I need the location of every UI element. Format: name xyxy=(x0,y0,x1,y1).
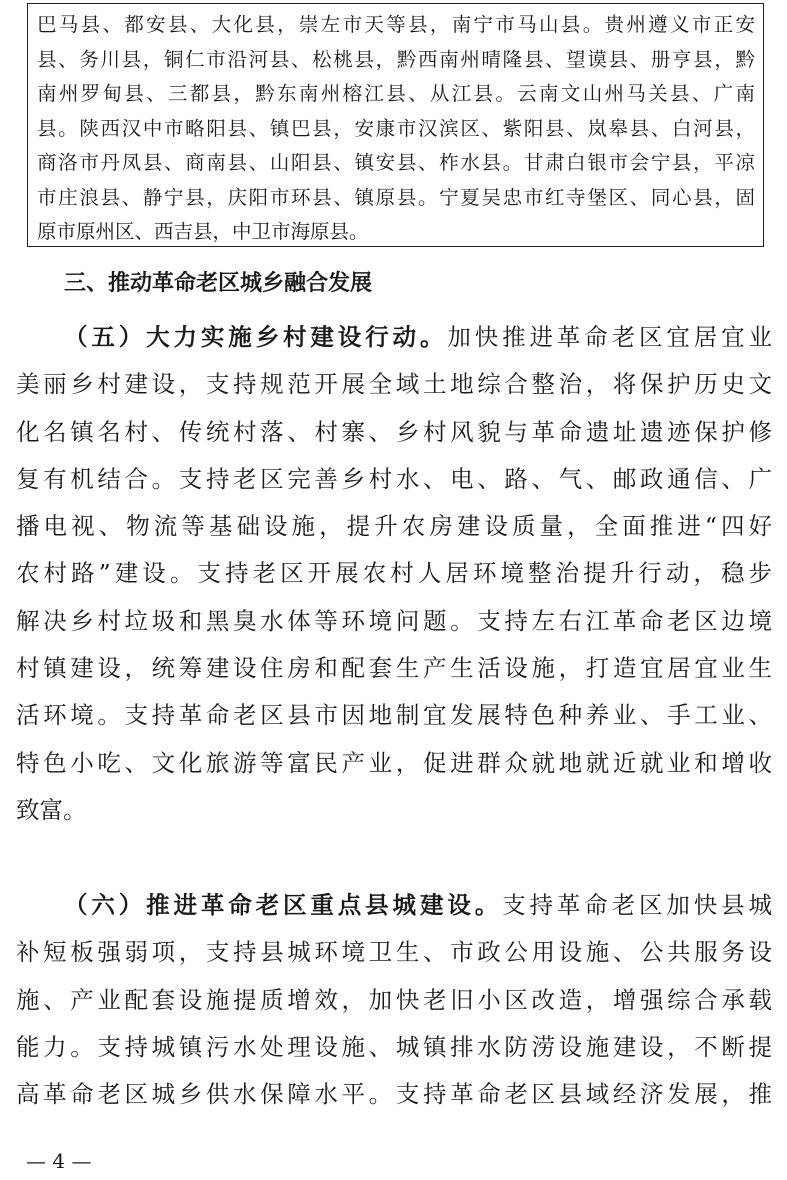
paragraph-text: 加快推进革命老区宜居宜业 xyxy=(447,323,773,351)
paragraph-line: 特色小吃、文化旅游等富民产业，促进群众就地就近就业和增收 xyxy=(16,748,772,777)
paragraph-line: 播电视、物流等基础设施，提升农房建设质量，全面推进“四好 xyxy=(16,512,772,541)
county-list-box xyxy=(27,3,764,247)
paragraph-first-line xyxy=(16,882,772,929)
paragraph-lead-title: （五）大力实施乡村建设行动。 xyxy=(64,323,448,351)
box-line: 南州罗甸县、三都县，黔东南州榕江县、从江县。云南文山州马关县、广南 xyxy=(37,82,755,105)
paragraph-line: 农村路”建设。支持老区开展农村人居环境整治提升行动，稳步 xyxy=(16,559,772,588)
section-heading: 三、推动革命老区城乡融合发展 xyxy=(64,271,373,296)
paragraph-county-construction xyxy=(16,882,772,1118)
box-line: 县、务川县，铜仁市沿河县、松桃县，黔西南州晴隆县、望谟县、册亨县，黔 xyxy=(37,47,755,71)
paragraph-line: 解决乡村垃圾和黑臭水体等环境问题。支持左右江革命老区边境 xyxy=(16,606,772,635)
paragraph-text: 支持革命老区加快县城 xyxy=(502,891,773,919)
paragraph-line: 施、产业配套设施提质增效，加快老旧小区改造，增强综合承载 xyxy=(16,985,772,1014)
paragraph-line: 化名镇名村、传统村落、村寨、乡村风貌与革命遗址遗迹保护修 xyxy=(16,417,772,446)
paragraph-line: 活环境。支持革命老区县市因地制宜发展特色种养业、手工业、 xyxy=(16,701,772,730)
box-line: 原市原州区、西吉县，中卫市海原县。 xyxy=(37,220,369,243)
paragraph-line: 能力。支持城镇污水处理设施、城镇排水防涝设施建设，不断提 xyxy=(16,1032,772,1061)
paragraph-first-line xyxy=(16,314,772,361)
paragraph-line: 高革命老区城乡供水保障水平。支持革命老区县域经济发展，推 xyxy=(16,1080,772,1109)
box-line: 巴马县、都安县、大化县，崇左市天等县，南宁市马山县。贵州遵义市正安 xyxy=(37,13,755,36)
box-line: 市庄浪县、静宁县，庆阳市环县、镇原县。宁夏吴忠市红寺堡区、同心县，固 xyxy=(37,185,755,209)
box-line: 商洛市丹凤县、商南县、山阳县、镇安县、柞水县。甘肃白银市会宁县，平凉 xyxy=(37,151,755,174)
paragraph-rural-construction xyxy=(16,314,772,834)
box-line: 县。陕西汉中市略阳县、镇巴县，安康市汉滨区、紫阳县、岚皋县、白河县， xyxy=(37,116,755,140)
paragraph-lead-title: （六）推进革命老区重点县城建设。 xyxy=(64,891,503,919)
paragraph-line: 补短板强弱项，支持县城环境卫生、市政公用设施、公共服务设 xyxy=(16,938,772,967)
paragraph-line: 致富。 xyxy=(16,795,87,824)
page-number: — 4 — xyxy=(26,1149,92,1173)
paragraph-line: 复有机结合。支持老区完善乡村水、电、路、气、邮政通信、广 xyxy=(16,464,772,493)
paragraph-line: 村镇建设，统筹建设住房和配套生产生活设施，打造宜居宜业生 xyxy=(16,654,772,683)
paragraph-line: 美丽乡村建设，支持规范开展全域土地综合整治，将保护历史文 xyxy=(16,370,772,399)
